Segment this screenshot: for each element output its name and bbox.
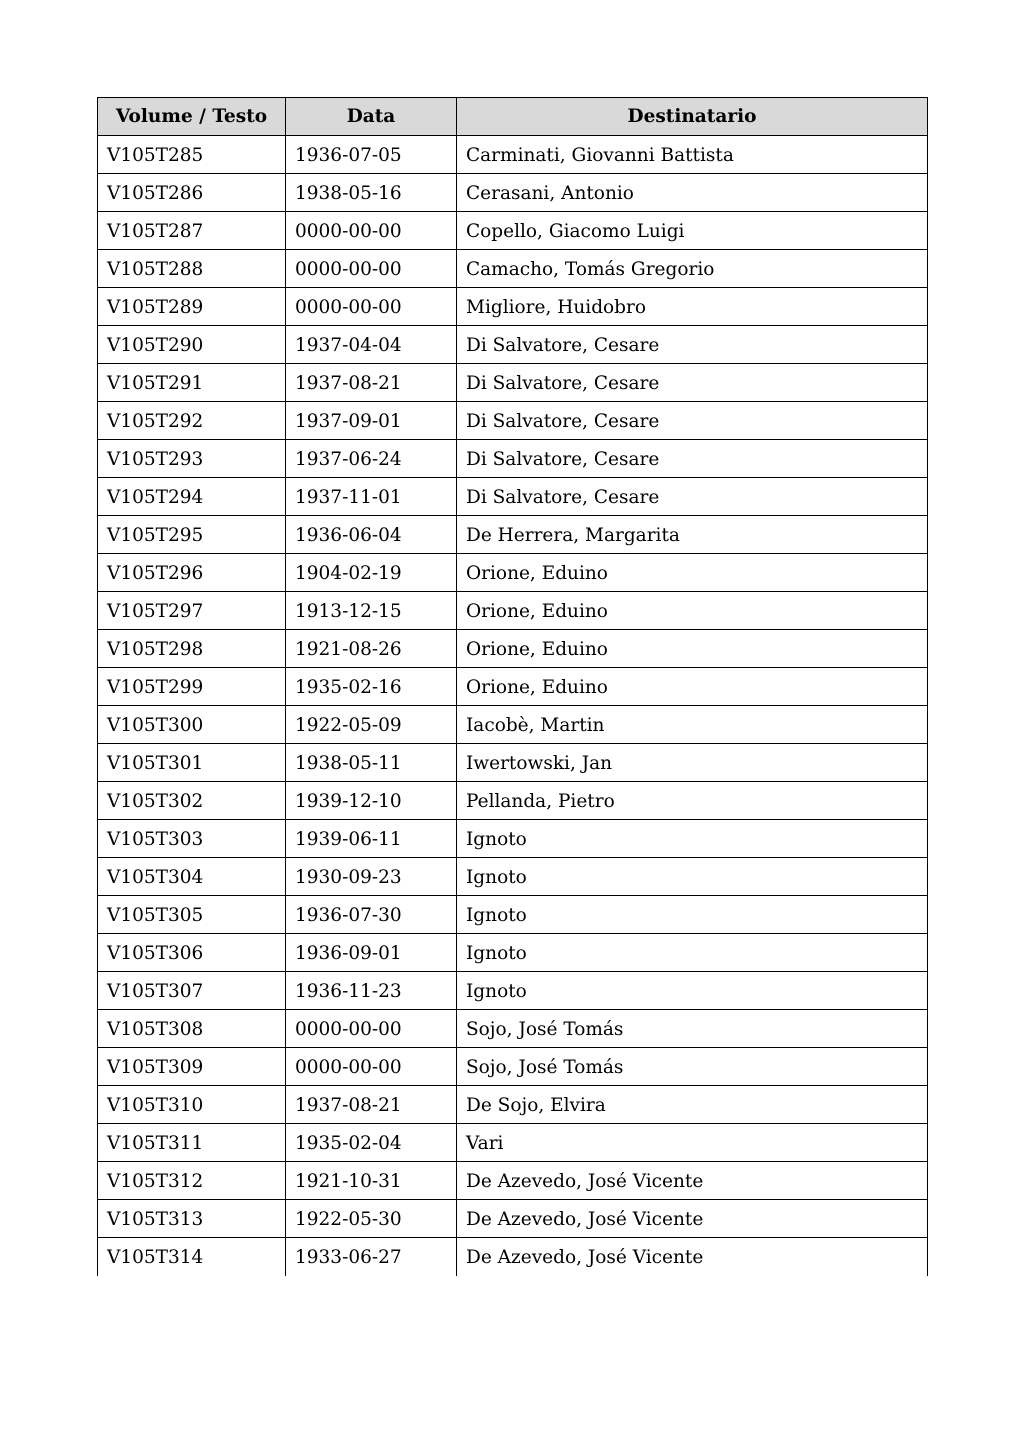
table-row (98, 364, 928, 402)
table-row (98, 858, 928, 896)
cell-volume-testo: V105T313 (98, 1200, 286, 1238)
table-row (98, 820, 928, 858)
table-row (98, 896, 928, 934)
cell-volume-testo: V105T304 (98, 858, 286, 896)
cell-destinatario: Sojo, José Tomás (457, 1048, 928, 1086)
table-row (98, 706, 928, 744)
cell-data: 1933-06-27 (286, 1238, 457, 1276)
cell-destinatario: De Azevedo, José Vicente (457, 1238, 928, 1276)
cell-destinatario: Iwertowski, Jan (457, 744, 928, 782)
cell-volume-testo: V105T285 (98, 136, 286, 174)
cell-data: 1936-11-23 (286, 972, 457, 1010)
cell-volume-testo: V105T309 (98, 1048, 286, 1086)
cell-volume-testo: V105T288 (98, 250, 286, 288)
cell-destinatario: Orione, Eduino (457, 554, 928, 592)
table-row (98, 934, 928, 972)
cell-volume-testo: V105T289 (98, 288, 286, 326)
cell-volume-testo: V105T296 (98, 554, 286, 592)
cell-data: 1939-12-10 (286, 782, 457, 820)
cell-data: 1936-07-30 (286, 896, 457, 934)
cell-destinatario: Ignoto (457, 858, 928, 896)
cell-destinatario: Di Salvatore, Cesare (457, 478, 928, 516)
table-row (98, 1162, 928, 1200)
table-row (98, 212, 928, 250)
cell-volume-testo: V105T294 (98, 478, 286, 516)
cell-data: 1937-04-04 (286, 326, 457, 364)
cell-destinatario: De Azevedo, José Vicente (457, 1162, 928, 1200)
cell-volume-testo: V105T314 (98, 1238, 286, 1276)
cell-data: 1938-05-16 (286, 174, 457, 212)
cell-data: 1938-05-11 (286, 744, 457, 782)
cell-volume-testo: V105T292 (98, 402, 286, 440)
cell-data: 1937-06-24 (286, 440, 457, 478)
cell-volume-testo: V105T286 (98, 174, 286, 212)
letters-table (97, 97, 928, 1276)
cell-destinatario: Iacobè, Martin (457, 706, 928, 744)
cell-destinatario: Vari (457, 1124, 928, 1162)
cell-data: 1922-05-09 (286, 706, 457, 744)
cell-destinatario: Carminati, Giovanni Battista (457, 136, 928, 174)
header-destinatario: Destinatario (457, 98, 928, 136)
table-row (98, 554, 928, 592)
cell-data: 1921-08-26 (286, 630, 457, 668)
cell-destinatario: Orione, Eduino (457, 630, 928, 668)
cell-destinatario: Ignoto (457, 820, 928, 858)
table-row (98, 250, 928, 288)
table-row (98, 1010, 928, 1048)
cell-volume-testo: V105T310 (98, 1086, 286, 1124)
table-row (98, 668, 928, 706)
cell-destinatario: Di Salvatore, Cesare (457, 402, 928, 440)
cell-volume-testo: V105T295 (98, 516, 286, 554)
cell-destinatario: Ignoto (457, 896, 928, 934)
table-row (98, 1238, 928, 1276)
table-row (98, 136, 928, 174)
cell-destinatario: Camacho, Tomás Gregorio (457, 250, 928, 288)
cell-volume-testo: V105T291 (98, 364, 286, 402)
table-row (98, 402, 928, 440)
table-row (98, 1048, 928, 1086)
cell-destinatario: Copello, Giacomo Luigi (457, 212, 928, 250)
cell-destinatario: De Azevedo, José Vicente (457, 1200, 928, 1238)
cell-destinatario: Ignoto (457, 934, 928, 972)
cell-volume-testo: V105T293 (98, 440, 286, 478)
cell-data: 0000-00-00 (286, 288, 457, 326)
cell-volume-testo: V105T306 (98, 934, 286, 972)
cell-data: 1936-06-04 (286, 516, 457, 554)
cell-volume-testo: V105T301 (98, 744, 286, 782)
table-row (98, 440, 928, 478)
cell-volume-testo: V105T297 (98, 592, 286, 630)
cell-data: 1921-10-31 (286, 1162, 457, 1200)
cell-volume-testo: V105T303 (98, 820, 286, 858)
cell-data: 1936-09-01 (286, 934, 457, 972)
table-row (98, 1124, 928, 1162)
cell-volume-testo: V105T312 (98, 1162, 286, 1200)
cell-data: 0000-00-00 (286, 1048, 457, 1086)
cell-destinatario: Sojo, José Tomás (457, 1010, 928, 1048)
cell-destinatario: Ignoto (457, 972, 928, 1010)
cell-destinatario: Cerasani, Antonio (457, 174, 928, 212)
table-row (98, 744, 928, 782)
cell-data: 1936-07-05 (286, 136, 457, 174)
table-row (98, 1200, 928, 1238)
cell-destinatario: Orione, Eduino (457, 668, 928, 706)
cell-data: 0000-00-00 (286, 250, 457, 288)
cell-data: 1937-08-21 (286, 364, 457, 402)
table-row (98, 326, 928, 364)
cell-data: 1937-09-01 (286, 402, 457, 440)
cell-volume-testo: V105T300 (98, 706, 286, 744)
cell-data: 1913-12-15 (286, 592, 457, 630)
table-row (98, 478, 928, 516)
cell-destinatario: Di Salvatore, Cesare (457, 440, 928, 478)
table-body (98, 136, 928, 1276)
cell-volume-testo: V105T311 (98, 1124, 286, 1162)
table-row (98, 288, 928, 326)
cell-volume-testo: V105T287 (98, 212, 286, 250)
cell-destinatario: Migliore, Huidobro (457, 288, 928, 326)
table-header-row (98, 98, 928, 136)
cell-data: 1930-09-23 (286, 858, 457, 896)
table-row (98, 972, 928, 1010)
cell-volume-testo: V105T302 (98, 782, 286, 820)
cell-destinatario: Pellanda, Pietro (457, 782, 928, 820)
cell-destinatario: Di Salvatore, Cesare (457, 364, 928, 402)
table-row (98, 630, 928, 668)
cell-data: 1935-02-04 (286, 1124, 457, 1162)
cell-destinatario: Orione, Eduino (457, 592, 928, 630)
cell-volume-testo: V105T307 (98, 972, 286, 1010)
table-row (98, 592, 928, 630)
cell-data: 1937-08-21 (286, 1086, 457, 1124)
cell-data: 0000-00-00 (286, 212, 457, 250)
cell-volume-testo: V105T299 (98, 668, 286, 706)
cell-data: 1922-05-30 (286, 1200, 457, 1238)
header-data: Data (286, 98, 457, 136)
cell-volume-testo: V105T298 (98, 630, 286, 668)
cell-destinatario: De Herrera, Margarita (457, 516, 928, 554)
table-row (98, 516, 928, 554)
cell-data: 0000-00-00 (286, 1010, 457, 1048)
cell-volume-testo: V105T305 (98, 896, 286, 934)
cell-volume-testo: V105T308 (98, 1010, 286, 1048)
table-row (98, 174, 928, 212)
cell-data: 1904-02-19 (286, 554, 457, 592)
table-row (98, 1086, 928, 1124)
cell-destinatario: De Sojo, Elvira (457, 1086, 928, 1124)
cell-volume-testo: V105T290 (98, 326, 286, 364)
cell-data: 1937-11-01 (286, 478, 457, 516)
cell-data: 1935-02-16 (286, 668, 457, 706)
table-row (98, 782, 928, 820)
cell-data: 1939-06-11 (286, 820, 457, 858)
header-volume-testo: Volume / Testo (98, 98, 286, 136)
cell-destinatario: Di Salvatore, Cesare (457, 326, 928, 364)
